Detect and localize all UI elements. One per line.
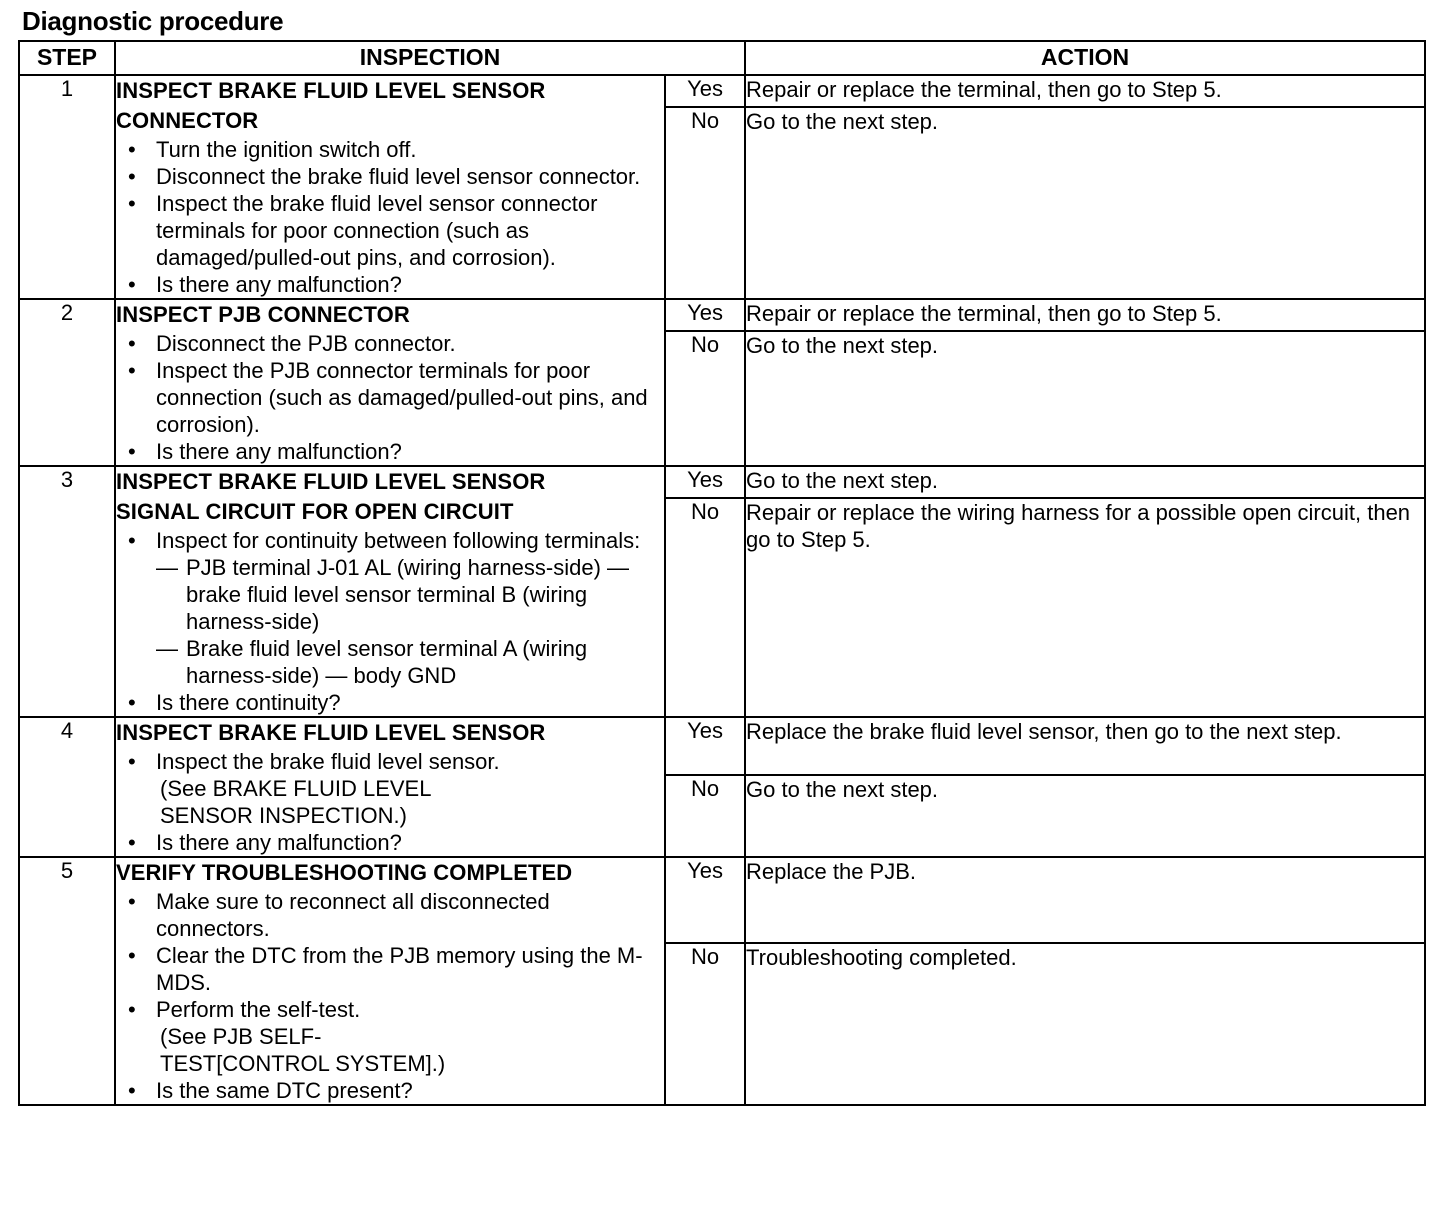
step-4-yes-row bbox=[19, 717, 1425, 775]
no-action: Troubleshooting completed. bbox=[745, 943, 1425, 1105]
step-1-inspection bbox=[115, 75, 665, 299]
header-row bbox=[19, 41, 1425, 75]
step-3-inspection bbox=[115, 466, 665, 717]
step-number: 2 bbox=[19, 299, 115, 466]
step-number: 3 bbox=[19, 466, 115, 717]
yes-action: Replace the brake fluid level sensor, then go to the next step. bbox=[745, 717, 1425, 775]
yes-action: Go to the next step. bbox=[745, 466, 1425, 498]
list-item: • Is there any malfunction? bbox=[128, 439, 402, 464]
list-item: • Turn the ignition switch off. bbox=[128, 137, 417, 162]
reference-note: (See PJB SELF- bbox=[160, 1024, 322, 1049]
list-item: • Clear the DTC from the PJB memory using the M-MDS. bbox=[128, 943, 643, 995]
no-action: Repair or replace the wiring harness for a possible open circuit, then go to Step 5. bbox=[745, 498, 1425, 717]
list-item: • Is there any malfunction? bbox=[128, 830, 402, 855]
yes-action: Replace the PJB. bbox=[745, 857, 1425, 943]
header-step: STEP bbox=[19, 41, 115, 75]
yes-label: Yes bbox=[665, 466, 745, 498]
reference-note: SENSOR INSPECTION.) bbox=[160, 803, 407, 828]
list-item: • Inspect the PJB connector terminals for poor connection (such as damaged/pulled-out pins, and corrosion). bbox=[128, 358, 648, 437]
step-2-yes-row bbox=[19, 299, 1425, 331]
step-4-inspection bbox=[115, 717, 665, 857]
page-title: Diagnostic procedure bbox=[22, 6, 284, 36]
step-number: 5 bbox=[19, 857, 115, 1105]
header-action: ACTION bbox=[745, 41, 1425, 75]
step-3-yes-row bbox=[19, 466, 1425, 498]
bullet-icon: • bbox=[128, 889, 136, 914]
bullet-icon: • bbox=[128, 1078, 136, 1103]
list-item: • Is there continuity? bbox=[128, 690, 341, 715]
step-5-yes-row bbox=[19, 857, 1425, 943]
diagnostic-table bbox=[18, 40, 1426, 1106]
step-1-yes-row bbox=[19, 75, 1425, 107]
bullet-icon: • bbox=[128, 528, 136, 553]
dash-icon: — bbox=[156, 636, 178, 661]
sub-item: — Brake fluid level sensor terminal A (wiring harness-side) — body GND bbox=[156, 636, 588, 688]
no-action: Go to the next step. bbox=[745, 775, 1425, 857]
step-number: 1 bbox=[19, 75, 115, 299]
list-item: • Perform the self-test. (See PJB SELF- TEST[CONTROL SYSTEM].) bbox=[116, 996, 664, 1077]
list-item: • Inspect the brake fluid level sensor connector terminals for poor connection (such as damaged/pulled-out pins, and corrosion). bbox=[128, 191, 598, 270]
step-heading: CONNECTOR bbox=[116, 108, 259, 133]
step-heading: INSPECT BRAKE FLUID LEVEL SENSOR bbox=[116, 469, 546, 494]
no-label: No bbox=[665, 107, 745, 299]
yes-label: Yes bbox=[665, 299, 745, 331]
yes-action: Repair or replace the terminal, then go to Step 5. bbox=[745, 299, 1425, 331]
bullet-icon: • bbox=[128, 690, 136, 715]
bullet-icon: • bbox=[128, 137, 136, 162]
step-heading: INSPECT PJB CONNECTOR bbox=[116, 302, 410, 327]
no-action: Go to the next step. bbox=[745, 107, 1425, 299]
header-inspection: INSPECTION bbox=[115, 41, 745, 75]
list-item: • Disconnect the brake fluid level sensor connector. bbox=[128, 164, 641, 189]
list-item: • Inspect the brake fluid level sensor. (See BRAKE FLUID LEVEL SENSOR INSPECTION.) bbox=[116, 748, 664, 829]
yes-label: Yes bbox=[665, 857, 745, 943]
step-heading: INSPECT BRAKE FLUID LEVEL SENSOR bbox=[116, 720, 546, 745]
step-number: 4 bbox=[19, 717, 115, 857]
bullet-icon: • bbox=[128, 331, 136, 356]
no-label: No bbox=[665, 331, 745, 466]
step-heading: SIGNAL CIRCUIT FOR OPEN CIRCUIT bbox=[116, 499, 514, 524]
list-item: • Is there any malfunction? bbox=[128, 272, 402, 297]
no-action: Go to the next step. bbox=[745, 331, 1425, 466]
no-label: No bbox=[665, 775, 745, 857]
no-label: No bbox=[665, 943, 745, 1105]
bullet-icon: • bbox=[128, 191, 136, 216]
step-heading: INSPECT BRAKE FLUID LEVEL SENSOR bbox=[116, 78, 546, 103]
bullet-icon: • bbox=[128, 943, 136, 968]
sub-item: — PJB terminal J-01 AL (wiring harness-side) — brake fluid level sensor terminal B (wiring harness-side) bbox=[156, 555, 630, 634]
list-item: • Is the same DTC present? bbox=[128, 1078, 413, 1103]
yes-action: Repair or replace the terminal, then go to Step 5. bbox=[745, 75, 1425, 107]
bullet-icon: • bbox=[128, 358, 136, 383]
bullet-icon: • bbox=[128, 439, 136, 464]
reference-note: (See BRAKE FLUID LEVEL bbox=[160, 776, 432, 801]
list-item: • Disconnect the PJB connector. bbox=[128, 331, 456, 356]
step-5-inspection bbox=[115, 857, 665, 1105]
bullet-icon: • bbox=[128, 272, 136, 297]
list-item: • Make sure to reconnect all disconnected connectors. bbox=[128, 889, 550, 941]
no-label: No bbox=[665, 498, 745, 717]
reference-note: TEST[CONTROL SYSTEM].) bbox=[160, 1051, 446, 1076]
bullet-icon: • bbox=[128, 830, 136, 855]
bullet-icon: • bbox=[128, 997, 136, 1022]
step-heading: VERIFY TROUBLESHOOTING COMPLETED bbox=[116, 860, 573, 885]
step-2-inspection bbox=[115, 299, 665, 466]
yes-label: Yes bbox=[665, 717, 745, 775]
bullet-icon: • bbox=[128, 749, 136, 774]
bullet-icon: • bbox=[128, 164, 136, 189]
yes-label: Yes bbox=[665, 75, 745, 107]
list-item: • Inspect for continuity between following terminals: — PJB terminal J-01 AL (wiring harness-side) — brake fluid level sensor terminal B (wiring harness-side) — Brake fluid level sensor terminal A (wiring harness-side) — body GND bbox=[116, 527, 664, 689]
dash-icon: — bbox=[156, 555, 178, 580]
